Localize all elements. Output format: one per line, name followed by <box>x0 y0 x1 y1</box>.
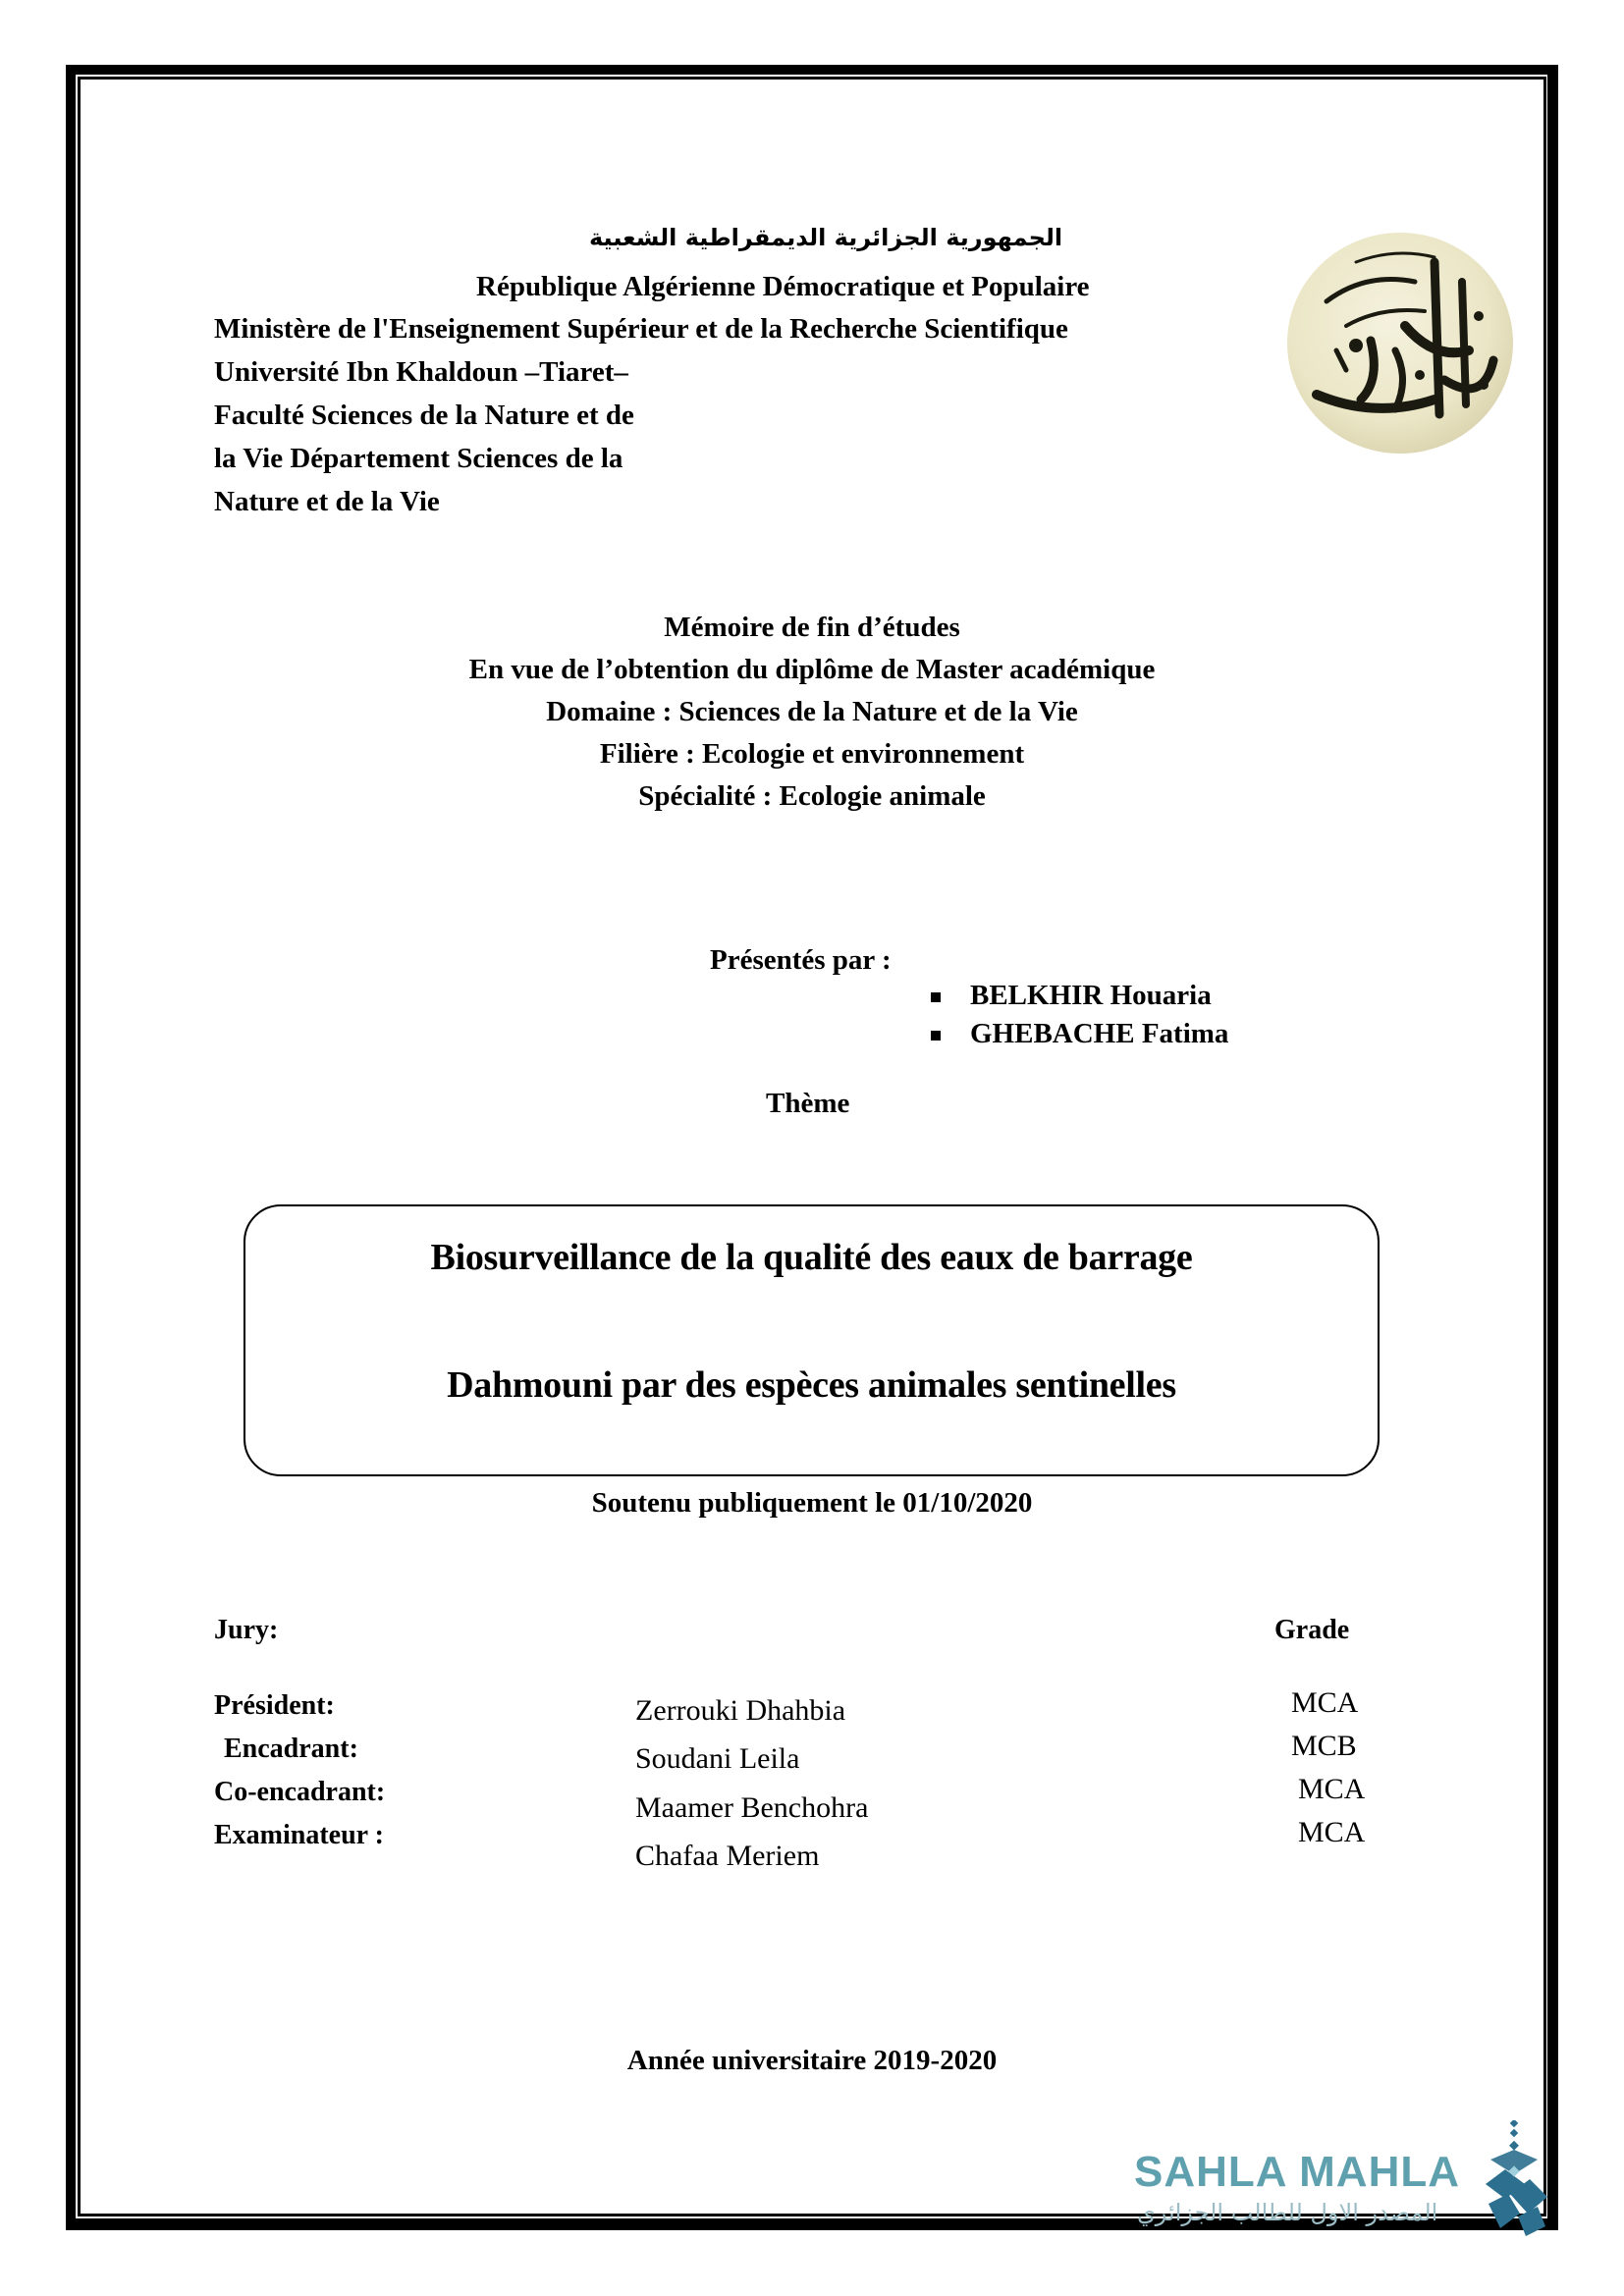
jury-member-name: Zerrouki Dhahbia <box>635 1694 846 1727</box>
university-seal-icon <box>1287 233 1513 454</box>
arabic-republic-title: الجمهورية الجزائرية الديمقراطية الشعبية <box>589 224 1063 251</box>
jury-member-grade: MCA <box>1298 1773 1366 1805</box>
sahla-mahla-logo-icon <box>1481 2120 1549 2238</box>
faculty-line-2: la Vie Département Sciences de la <box>214 443 623 474</box>
faculty-line-1: Faculté Sciences de la Nature et de <box>214 400 634 431</box>
presenters-label: Présentés par : <box>710 944 892 976</box>
republic-title: République Algérienne Démocratique et Populaire <box>476 271 1090 302</box>
jury-role: Examinateur : <box>214 1820 384 1850</box>
jury-member-grade: MCA <box>1291 1686 1359 1719</box>
thesis-filiere: Filière : Ecologie et environnement <box>599 738 1025 770</box>
grade-label: Grade <box>1274 1615 1350 1645</box>
thesis-purpose: En vue de l’obtention du diplôme de Master académique <box>468 654 1156 685</box>
defense-date: Soutenu publiquement le 01/10/2020 <box>591 1487 1033 1519</box>
presenter-name: BELKHIR Houaria <box>970 980 1212 1011</box>
watermark-tagline: المصدر الاول للطالب الجزائري <box>1137 2199 1438 2226</box>
faculty-line-3: Nature et de la Vie <box>214 486 440 517</box>
theme-title-line-1: Biosurveillance de la qualité des eaux de barrage <box>430 1237 1193 1278</box>
jury-member-name: Soudani Leila <box>635 1742 800 1775</box>
theme-title-box <box>244 1204 1380 1476</box>
jury-role: Encadrant: <box>224 1734 358 1764</box>
theme-label: Thème <box>766 1088 850 1119</box>
ministry-title: Ministère de l'Enseignement Supérieur et de la Recherche Scientifique <box>214 313 1068 345</box>
academic-year: Année universitaire 2019-2020 <box>626 2045 998 2076</box>
bullet-icon <box>931 1031 941 1041</box>
jury-member-name: Maamer Benchohra <box>635 1791 869 1824</box>
thesis-domain: Domaine : Sciences de la Nature et de la Vie <box>546 696 1078 727</box>
jury-member-grade: MCA <box>1298 1816 1366 1848</box>
thesis-specialite: Spécialité : Ecologie animale <box>638 780 986 812</box>
jury-member-grade: MCB <box>1291 1730 1357 1762</box>
presenter-name: GHEBACHE Fatima <box>970 1018 1229 1049</box>
jury-label: Jury: <box>214 1615 279 1645</box>
bullet-icon <box>931 992 941 1002</box>
presenter-item <box>931 980 1212 1012</box>
watermark-brand: SAHLA MAHLA <box>1134 2148 1460 2196</box>
theme-title-line-2: Dahmouni par des espèces animales sentinelles <box>447 1364 1176 1406</box>
jury-role: Président: <box>214 1690 335 1721</box>
presenter-item <box>931 1018 1228 1050</box>
thesis-type: Mémoire de fin d’études <box>664 612 960 643</box>
jury-role: Co-encadrant: <box>214 1777 386 1807</box>
university-name: Université Ibn Khaldoun –Tiaret– <box>214 356 628 388</box>
jury-member-name: Chafaa Meriem <box>635 1840 820 1872</box>
